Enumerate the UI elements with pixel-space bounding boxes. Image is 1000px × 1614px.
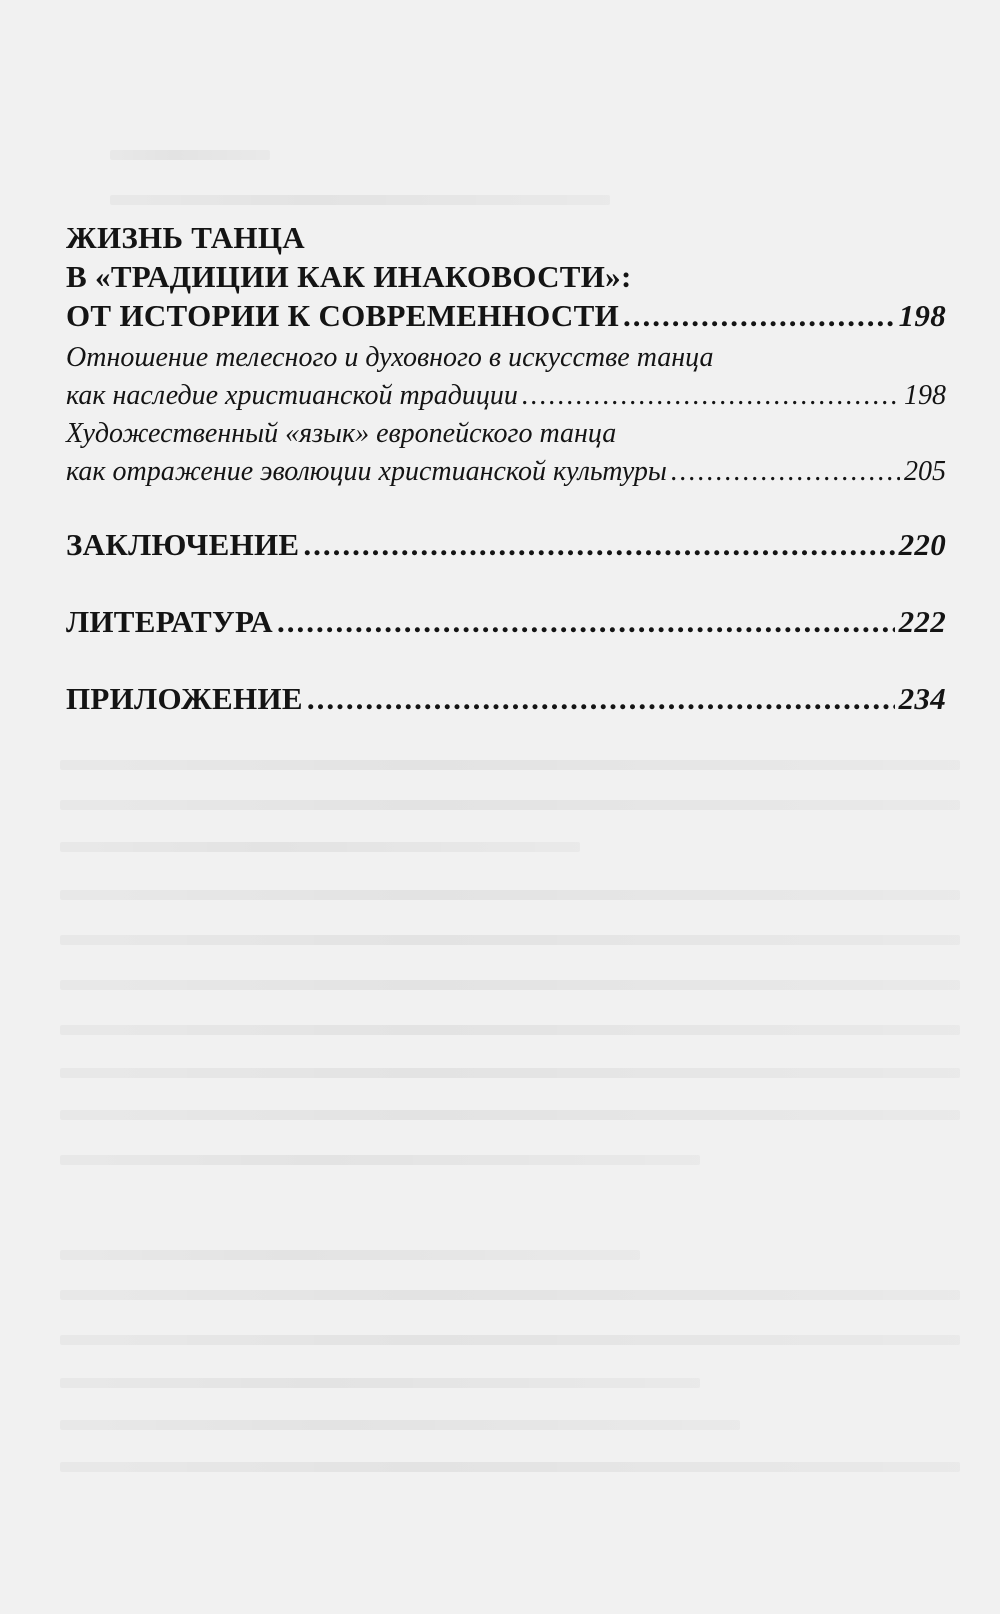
chapter-title-text: ЖИЗНЬ ТАНЦА <box>66 220 305 255</box>
dot-leader <box>522 377 900 415</box>
bleed-through-texture <box>60 1420 740 1430</box>
toc-entry-conclusion[interactable] <box>66 525 946 564</box>
chapter-title-text: В «ТРАДИЦИИ КАК ИНАКОВОСТИ»: <box>66 259 632 294</box>
page-number: 198 <box>898 298 946 333</box>
bleed-through-texture <box>110 195 610 205</box>
chapter-title-text: ОТ ИСТОРИИ К СОВРЕМЕННОСТИ <box>66 298 619 333</box>
dot-leader <box>671 453 900 491</box>
subsection-title-text: как наследие христианской традиции <box>66 380 518 411</box>
subsection-title-text: Художественный «язык» европейского танца <box>66 418 617 449</box>
dot-leader <box>303 525 894 564</box>
entry-title-text: ПРИЛОЖЕНИЕ <box>66 681 303 716</box>
page-number: 234 <box>898 681 946 716</box>
bleed-through-texture <box>60 1290 960 1300</box>
subsection-line-2 <box>66 377 946 415</box>
table-of-contents <box>66 218 946 718</box>
toc-subsection[interactable] <box>66 339 946 415</box>
chapter-title-line-1 <box>66 218 946 257</box>
bleed-through-texture <box>110 150 270 160</box>
bleed-through-texture <box>60 1462 960 1472</box>
dot-leader <box>623 296 895 335</box>
bleed-through-texture <box>60 1025 960 1035</box>
bleed-through-texture <box>60 935 960 945</box>
page-number: 205 <box>904 456 946 487</box>
page-number: 220 <box>898 527 946 562</box>
subsection-title-text: как отражение эволюции христианской культуры <box>66 456 667 487</box>
bleed-through-texture <box>60 800 960 810</box>
bleed-through-texture <box>60 1155 700 1165</box>
page-number: 222 <box>898 604 946 639</box>
bleed-through-texture <box>60 1110 960 1120</box>
chapter-title-line-2 <box>66 257 946 296</box>
bleed-through-texture <box>60 1250 640 1260</box>
subsection-line-2 <box>66 453 946 491</box>
toc-subsection[interactable] <box>66 415 946 491</box>
bleed-through-texture <box>60 1335 960 1345</box>
bleed-through-texture <box>60 980 960 990</box>
entry-title-text: ЗАКЛЮЧЕНИЕ <box>66 527 300 562</box>
toc-entry-literature[interactable] <box>66 602 946 641</box>
bleed-through-texture <box>60 760 960 770</box>
chapter-title-line-3[interactable] <box>66 296 946 335</box>
subsection-line-1 <box>66 339 946 377</box>
toc-chapter <box>66 218 946 335</box>
bleed-through-texture <box>60 1378 700 1388</box>
page-number: 198 <box>904 380 946 411</box>
dot-leader <box>307 679 895 718</box>
toc-entry-appendix[interactable] <box>66 679 946 718</box>
dot-leader <box>277 602 895 641</box>
subsection-title-text: Отношение телесного и духовного в искусстве танца <box>66 342 714 373</box>
bleed-through-texture <box>60 890 960 900</box>
bleed-through-texture <box>60 1068 960 1078</box>
entry-title-text: ЛИТЕРАТУРА <box>66 604 273 639</box>
subsection-line-1 <box>66 415 946 453</box>
bleed-through-texture <box>60 842 580 852</box>
